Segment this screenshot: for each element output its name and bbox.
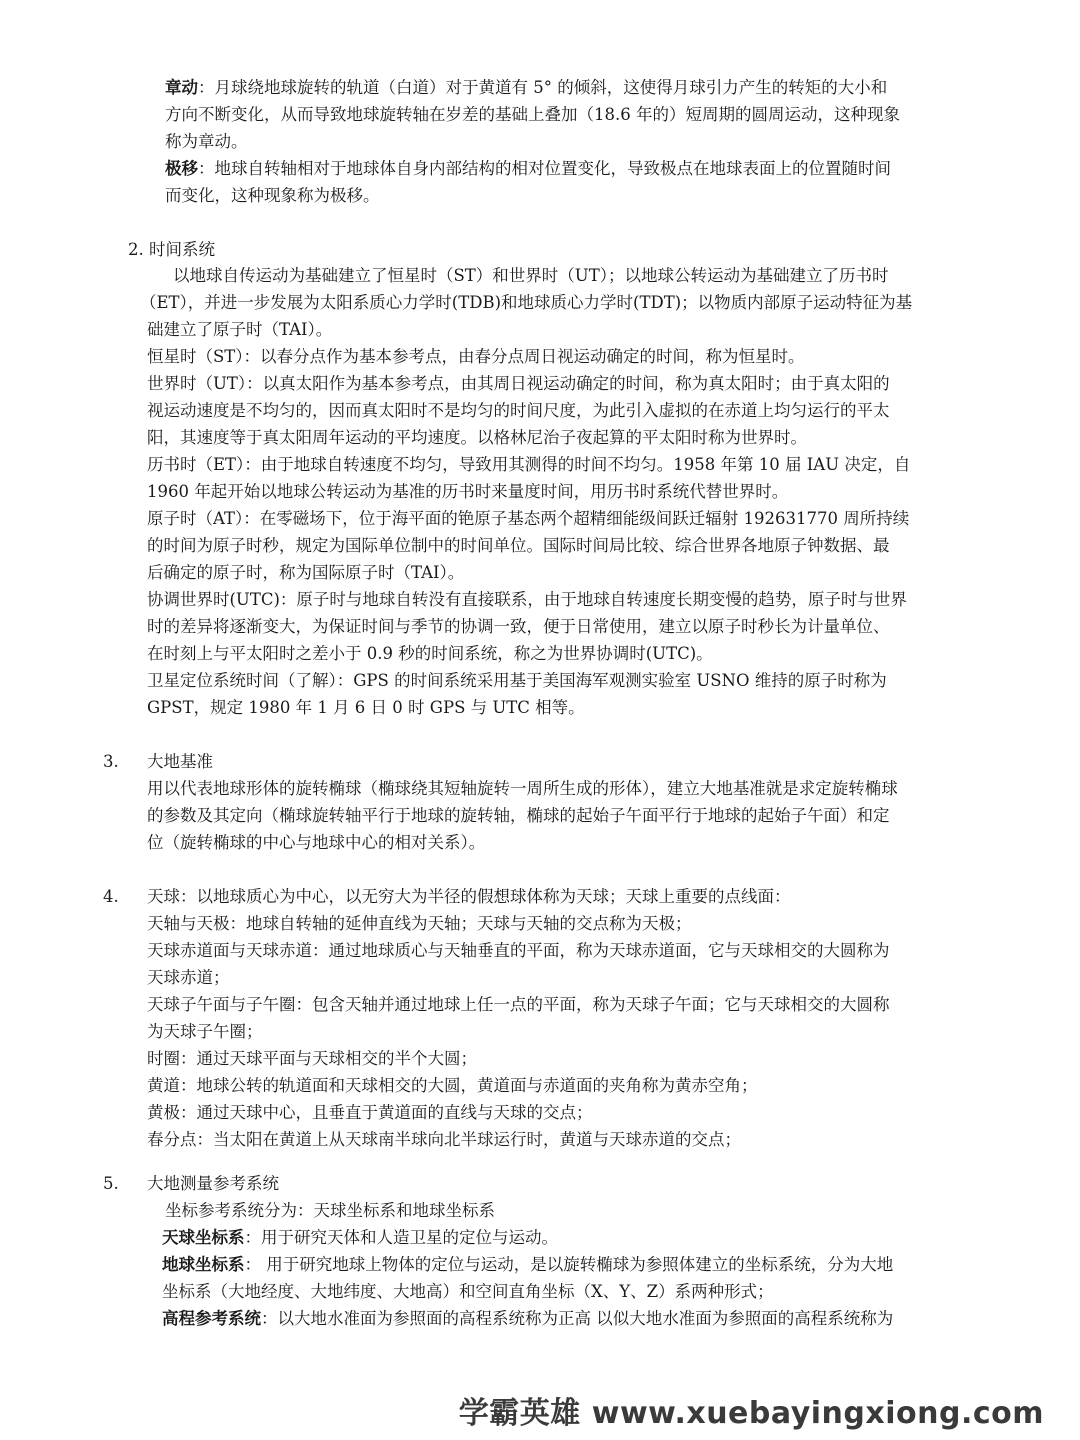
section2-line: 1960 年起开始以地球公转运动为基准的历书时来量度时间，用历书时系统代替世界时。 bbox=[147, 482, 789, 501]
section4-line: 春分点：当太阳在黄道上从天球南半球向北半球运行时，黄道与天球赤道的交点； bbox=[147, 1130, 741, 1149]
section3-line: 用以代表地球形体的旋转椭球（椭球绕其短轴旋转一周所生成的形体），建立大地基准就是求定旋转椭球 bbox=[147, 779, 898, 798]
section4-number: 4. bbox=[103, 887, 119, 906]
section2-line: 后确定的原子时，称为国际原子时（TAI）。 bbox=[147, 563, 465, 582]
height-reference-line: 高程参考系统：以大地水准面为参照面的高程系统称为正高 以似大地水准面为参照面的高程系统称为 bbox=[162, 1309, 894, 1328]
section2-line: 在时刻上与平太阳时之差小于 0.9 秒的时间系统，称之为世界协调时(UTC)。 bbox=[147, 644, 713, 663]
section3-line: 的参数及其定向（椭球旋转轴平行于地球的旋转轴，椭球的起始子午面平行于地球的起始子午面）和定 bbox=[147, 806, 890, 825]
section2-heading: 2. 时间系统 bbox=[128, 240, 215, 259]
section5-number: 5. bbox=[103, 1174, 119, 1193]
section4-line: 天球赤道； bbox=[147, 968, 230, 987]
celestial-coordinate-line: 天球坐标系：用于研究天体和人造卫星的定位与运动。 bbox=[162, 1228, 558, 1247]
section4-line: 天球子午面与子午圈：包含天轴并通过地球上任一点的平面，称为天球子午面；它与天球相交的大圆称 bbox=[147, 995, 890, 1014]
section2-line: 础建立了原子时（TAI）。 bbox=[147, 320, 333, 339]
section2-line: 时的差异将逐渐变大，为保证时间与季节的协调一致，便于日常使用，建立以原子时秒长为计量单位、 bbox=[147, 617, 890, 636]
jiyi-line-1: 极移：地球自转轴相对于地球体自身内部结构的相对位置变化，导致极点在地球表面上的位置随时间 bbox=[165, 159, 891, 178]
jiyi-line-2: 而变化，这种现象称为极移。 bbox=[165, 186, 380, 205]
section2-line: 原子时（AT）：在零磁场下，位于海平面的铯原子基态两个超精细能级间跃迁辐射 192631770 周所持续 bbox=[147, 509, 910, 528]
section2-line: 的时间为原子时秒，规定为国际单位制中的时间单位。国际时间局比较、综合世界各地原子钟数据、最 bbox=[147, 536, 890, 555]
section4-line: 天球赤道面与天球赤道：通过地球质心与天轴垂直的平面，称为天球赤道面，它与天球相交的大圆称为 bbox=[147, 941, 890, 960]
section2-line: （ET），并进一步发展为太阳系质心力学时(TDB)和地球质心力学时(TDT)；以物质内部原子运动特征为基 bbox=[140, 293, 913, 312]
zhangdong-line-1: 章动：月球绕地球旋转的轨道（白道）对于黄道有 5° 的倾斜，这使得月球引力产生的转矩的大小和 bbox=[165, 78, 888, 97]
section4-line: 为天球子午圈； bbox=[147, 1022, 263, 1041]
section2-line: 阳，其速度等于真太阳周年运动的平均速度。以格林尼治子夜起算的平太阳时称为世界时。 bbox=[147, 428, 807, 447]
section3-number: 3. bbox=[103, 752, 119, 771]
jiyi-term: 极移 bbox=[165, 159, 198, 178]
celestial-term: 天球坐标系 bbox=[162, 1228, 245, 1247]
earth-coordinate-line-1: 地球坐标系： 用于研究地球上物体的定位与运动，是以旋转椭球为参照体建立的坐标系统，分为大地 bbox=[162, 1255, 894, 1274]
earth-coordinate-line-2: 坐标系（大地经度、大地纬度、大地高）和空间直角坐标（X、Y、Z）系两种形式； bbox=[162, 1282, 774, 1301]
section2-line: 恒星时（ST）：以春分点作为基本参考点，由春分点周日视运动确定的时间，称为恒星时。 bbox=[147, 347, 805, 366]
watermark: 学霸英雄 www.xuebayingxiong.com bbox=[458, 1396, 1044, 1431]
section2-line: 视运动速度是不均匀的，因而真太阳时不是均匀的时间尺度，为此引入虚拟的在赤道上均匀运行的平太 bbox=[147, 401, 890, 420]
section2-line: 以地球自传运动为基础建立了恒星时（ST）和世界时（UT）；以地球公转运动为基础建立了历书时 bbox=[173, 266, 889, 285]
section4-line: 时圈：通过天球平面与天球相交的半个大圆； bbox=[147, 1049, 477, 1068]
section2-line: 协调世界时(UTC)：原子时与地球自转没有直接联系，由于地球自转速度长期变慢的趋势，原子时与世界 bbox=[147, 590, 907, 609]
section5-title: 大地测量参考系统 bbox=[147, 1174, 279, 1193]
section4-line: 天轴与天极：地球自转轴的延伸直线为天轴；天球与天轴的交点称为天极； bbox=[147, 914, 692, 933]
earth-term: 地球坐标系 bbox=[162, 1255, 245, 1274]
section4-line: 黄极：通过天球中心，且垂直于黄道面的直线与天球的交点； bbox=[147, 1103, 593, 1122]
section3-title: 大地基准 bbox=[147, 752, 213, 771]
height-term: 高程参考系统 bbox=[162, 1309, 261, 1328]
section2-line: 卫星定位系统时间（了解）：GPS 的时间系统采用基于美国海军观测实验室 USNO 维持的原子时称为 bbox=[147, 671, 887, 690]
section3-line: 位（旋转椭球的中心与地球中心的相对关系）。 bbox=[147, 833, 486, 852]
section2-line: 世界时（UT）：以真太阳作为基本参考点，由其周日视运动确定的时间，称为真太阳时；由于真太阳的 bbox=[147, 374, 890, 393]
zhangdong-line-3: 称为章动。 bbox=[165, 132, 248, 151]
section4-title: 天球：以地球质心为中心，以无穷大为半径的假想球体称为天球；天球上重要的点线面： bbox=[147, 887, 791, 906]
zhangdong-term: 章动 bbox=[165, 78, 198, 97]
zhangdong-line-2: 方向不断变化，从而导致地球旋转轴在岁差的基础上叠加（18.6 年的）短周期的圆周运动，这种现象 bbox=[165, 105, 900, 124]
section5-intro: 坐标参考系统分为：天球坐标系和地球坐标系 bbox=[165, 1201, 495, 1220]
section2-line: 历书时（ET）：由于地球自转速度不均匀，导致用其测得的时间不均匀。1958 年第 10 届 IAU 决定，自 bbox=[147, 455, 911, 474]
section2-line: GPST，规定 1980 年 1 月 6 日 0 时 GPS 与 UTC 相等。 bbox=[147, 698, 585, 717]
section4-line: 黄道：地球公转的轨道面和天球相交的大圆，黄道面与赤道面的夹角称为黄赤空角； bbox=[147, 1076, 758, 1095]
